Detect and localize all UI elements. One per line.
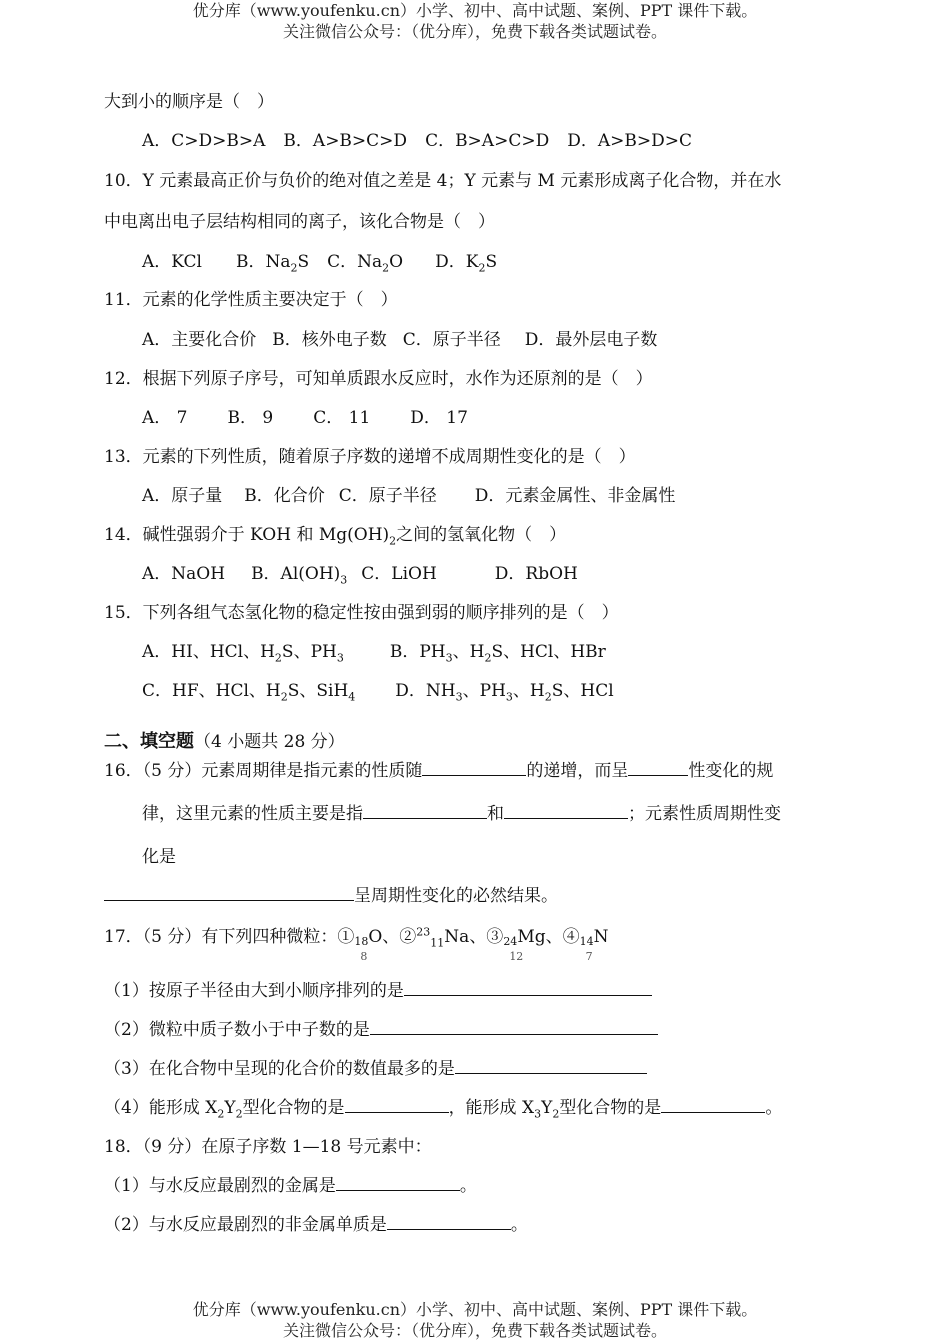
q10-options <box>142 250 497 274</box>
nuclide-sodium: $^{23}_{11}$Na <box>416 925 470 950</box>
q18-sub-1: （1）与水反应最剧烈的金属是 。 <box>104 1176 477 1196</box>
header-line-2: 关注微信公众号：（优分库），免费下载各类试题试卷。 <box>282 22 667 41</box>
q14-option-b: B．$Al(OH)_3$ <box>251 564 348 587</box>
q16-line-4: 呈周期性变化的必然结果。 <box>104 884 558 908</box>
q15-option-b: B．$PH_3$、$H_2S$、HCl、HBr <box>389 642 606 665</box>
q13-line: 13．元素的下列性质，随着原子序数的递增不成周期性变化的是（ ） <box>104 447 636 467</box>
section-2-note: （4 小题共 28 分） <box>194 732 345 752</box>
q18-blank-2 <box>387 1213 511 1230</box>
q16-blank-2 <box>628 759 688 776</box>
footer-line-2: 关注微信公众号：（优分库），免费下载各类试题试卷。 <box>282 1321 667 1340</box>
q13-options <box>142 484 675 508</box>
q14-line: 14．碱性强弱介于 KOH 和 $Mg(OH)_2$之间的氢氧化物（ ） <box>104 525 567 548</box>
q16-blank-5 <box>104 884 354 901</box>
q10-option-d: D．$K_2S$ <box>435 252 498 275</box>
q9-option-a: A．C>D>B>A <box>142 131 266 151</box>
q13-option-b: B．化合价 <box>244 486 325 506</box>
q17-blank-3 <box>455 1057 647 1074</box>
q9-continuation: 大到小的顺序是（ ） <box>104 92 274 112</box>
q11-line: 11．元素的化学性质主要决定于（ ） <box>104 290 398 310</box>
q11-option-d: D．最外层电子数 <box>524 330 658 350</box>
q18-line: 18．（9 分）在原子序数 1—18 号元素中： <box>104 1137 432 1157</box>
q11-option-b: B．核外电子数 <box>272 330 387 350</box>
q9-option-c: C．B>A>C>D <box>425 131 550 151</box>
q12-line: 12．根据下列原子序号，可知单质跟水反应时，水作为还原剂的是（ ） <box>104 369 653 389</box>
q13-option-d: D．元素金属性、非金属性 <box>474 486 676 506</box>
q16-line-1: 16．（5 分）元素周期律是指元素的性质随 的递增，而呈 性变化的规 <box>104 761 774 781</box>
q14-option-c: C．LiOH <box>361 564 437 584</box>
q15-option-c: C．HF、HCl、$H_2S$、SiH$_4$ <box>142 681 356 704</box>
page-footer <box>0 1299 950 1341</box>
q15-line: 15．下列各组气态氢化物的稳定性按由强到弱的顺序排列的是（ ） <box>104 603 619 623</box>
q17-sub-2: （2）微粒中质子数小于中子数的是 <box>104 1018 658 1042</box>
q12-options <box>142 406 468 430</box>
q11-option-a: A．主要化合价 <box>142 330 257 350</box>
q15-option-d: D．$NH_3$、$PH_3$、$H_2S$、HCl <box>395 681 614 704</box>
q18-blank-1 <box>336 1174 460 1191</box>
nuclide-oxygen: 18O 8 <box>354 927 383 963</box>
q17-line: 17．（5 分）有下列四种微粒：①18O 8 、②$^{23}_{11}$Na、③24Mg 12 、④14N 7 <box>104 925 609 963</box>
q15-options-ab <box>142 640 606 664</box>
nuclide-magnesium: 24Mg 12 <box>503 927 546 963</box>
q9-options <box>142 129 692 153</box>
q14-options <box>142 562 578 586</box>
q15-options-cd <box>142 679 614 703</box>
q11-option-c: C．原子半径 <box>402 330 501 350</box>
q16-line-3: 化是 <box>142 847 176 867</box>
footer-line-1: 优分库（www.youfenku.cn）小学、初中、高中试题、案例、PPT 课件下载。 <box>192 1300 758 1319</box>
header-line-1: 优分库（www.youfenku.cn）小学、初中、高中试题、案例、PPT 课件下载。 <box>192 1 758 20</box>
q16-blank-4 <box>504 802 628 819</box>
q14-option-a: A．NaOH <box>142 564 226 584</box>
q12-option-a: A． 7 <box>142 408 188 428</box>
q10-option-b: B．$Na_2S$ <box>235 252 310 275</box>
q17-blank-2 <box>370 1018 658 1035</box>
q12-option-b: B． 9 <box>227 408 274 428</box>
q17-blank-4 <box>345 1096 449 1113</box>
q10-option-c: C．$Na_2O$ <box>327 252 404 275</box>
q10-line-2: 中电离出电子层结构相同的离子，该化合物是（ ） <box>104 212 495 232</box>
q12-option-c: C． 11 <box>313 408 371 428</box>
page-header <box>0 0 950 42</box>
q9-option-d: D．A>B>D>C <box>567 131 692 151</box>
section-2-heading <box>104 730 345 754</box>
q18-sub-2: （2）与水反应最剧烈的非金属单质是 。 <box>104 1215 528 1235</box>
q17-blank-5 <box>661 1096 765 1113</box>
q12-option-d: D． 17 <box>410 408 468 428</box>
nuclide-nitrogen: 14N 7 <box>579 927 609 963</box>
q16-blank-1 <box>422 759 526 776</box>
q16-blank-3 <box>363 802 487 819</box>
q13-option-a: A．原子量 <box>142 486 223 506</box>
q13-option-c: C．原子半径 <box>338 486 437 506</box>
q9-option-b: B．A>B>C>D <box>283 131 408 151</box>
section-2-title: 二、填空题 <box>104 731 194 752</box>
q17-sub-4: （4）能形成 $X_2Y_2$型化合物的是 ，能形成 $X_3Y_2$型化合物的是 。 <box>104 1098 783 1121</box>
q10-option-a: A．KCl <box>142 252 202 272</box>
q14-option-d: D．RbOH <box>494 564 578 584</box>
q17-sub-3: （3）在化合物中呈现的化合价的数值最多的是 <box>104 1057 647 1081</box>
q15-option-a: A．HI、HCl、$H_2S$、$PH_3$ <box>142 642 344 665</box>
q17-sub-1: （1）按原子半径由大到小顺序排列的是 <box>104 979 652 1003</box>
q17-blank-1 <box>404 979 652 996</box>
q11-options <box>142 328 657 352</box>
q16-line-2: 律，这里元素的性质主要是指 和 ；元素性质周期性变 <box>142 804 781 824</box>
q10-line-1: 10．Y 元素最高正价与负价的绝对值之差是 4；Y 元素与 M 元素形成离子化合物，并在水 <box>104 171 782 191</box>
